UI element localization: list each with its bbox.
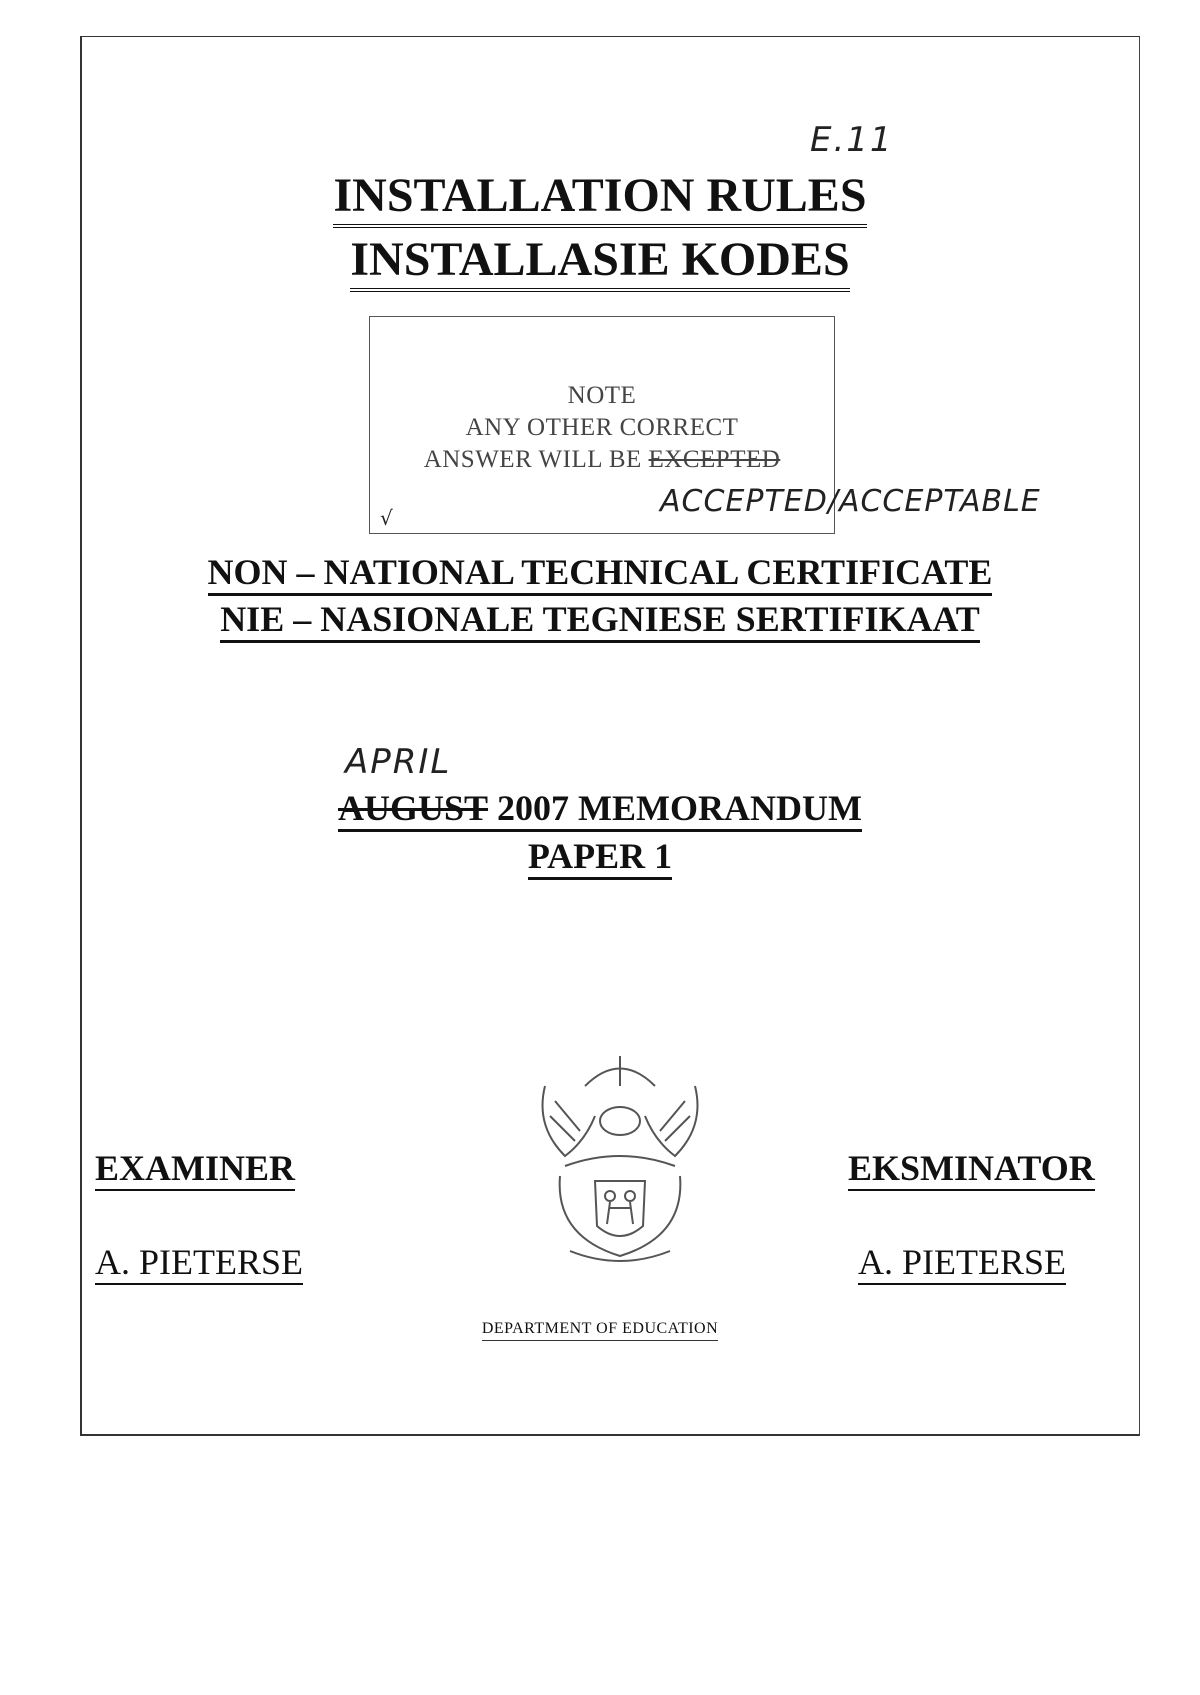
memo-rest: 2007 MEMORANDUM bbox=[497, 788, 862, 828]
eksminator-label: EKSMINATOR bbox=[848, 1150, 1095, 1191]
note-line-2: ANY OTHER CORRECT bbox=[465, 414, 739, 441]
certificate-english: NON – NATIONAL TECHNICAL CERTIFICATE bbox=[208, 554, 993, 596]
note-handwritten-correction: ACCEPTED/ACCEPTABLE bbox=[660, 484, 1041, 519]
title-afrikaans: INSTALLASIE KODES bbox=[350, 236, 849, 292]
title-english: INSTALLATION RULES bbox=[333, 172, 866, 228]
memo-line bbox=[0, 790, 1200, 832]
note-struck-word: EXCEPTED bbox=[648, 446, 781, 473]
certificate-afrikaans: NIE – NASIONALE TEGNIESE SERTIFIKAAT bbox=[220, 601, 980, 643]
title-line-2 bbox=[0, 233, 1200, 292]
examiner-name: A. PIETERSE bbox=[95, 1244, 303, 1285]
certificate-line-2 bbox=[0, 601, 1200, 643]
memo-title bbox=[338, 790, 862, 832]
note-line-3-prefix: ANSWER WILL BE bbox=[423, 446, 642, 473]
reference-code-handwritten: E.11 bbox=[810, 120, 894, 160]
paper-number: PAPER 1 bbox=[528, 838, 672, 880]
eksminator-name: A. PIETERSE bbox=[858, 1244, 1066, 1285]
department-footer: DEPARTMENT OF EDUCATION bbox=[0, 1320, 1200, 1341]
certificate-line-1 bbox=[0, 554, 1200, 596]
examiner-label: EXAMINER bbox=[95, 1150, 295, 1191]
memo-struck-month: AUGUST bbox=[338, 788, 489, 828]
title-line-1 bbox=[0, 169, 1200, 228]
paper-line bbox=[0, 838, 1200, 880]
month-handwritten: APRIL bbox=[345, 742, 452, 782]
check-mark: √ bbox=[380, 506, 395, 530]
note-line-1: NOTE bbox=[567, 382, 637, 409]
coat-of-arms-emblem bbox=[525, 1046, 715, 1276]
note-line-3 bbox=[369, 446, 835, 474]
